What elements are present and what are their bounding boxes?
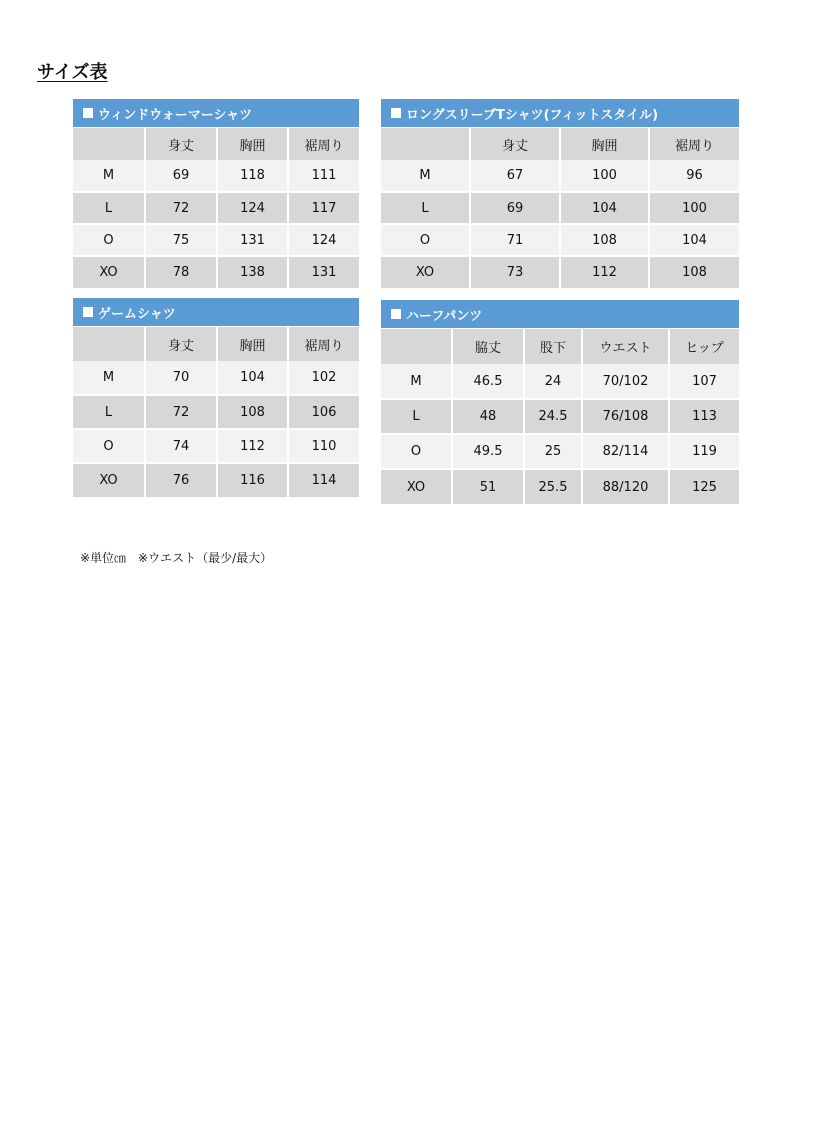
square-bullet-icon xyxy=(391,309,401,319)
size-table-half-pants xyxy=(381,300,739,504)
size-label: XO xyxy=(381,469,452,504)
column-header: 裾周り xyxy=(649,128,739,160)
table-cell: 49.5 xyxy=(452,434,524,469)
column-header: 裾周り xyxy=(288,128,359,160)
table-cell: 24 xyxy=(524,364,582,399)
size-label: L xyxy=(73,395,145,429)
table-cell: 104 xyxy=(560,192,649,224)
column-header: 股下 xyxy=(524,329,582,364)
table-cell: 100 xyxy=(560,160,649,192)
column-header xyxy=(381,128,470,160)
table-header-bar xyxy=(73,99,359,127)
header-row xyxy=(73,128,359,160)
column-header: 胸囲 xyxy=(217,327,288,361)
table-title: ロングスリーブTシャツ(フィットスタイル) xyxy=(406,107,659,123)
table-cell: 107 xyxy=(669,364,739,399)
table-cell: 73 xyxy=(470,256,560,288)
table-row xyxy=(73,395,359,429)
table-cell: 51 xyxy=(452,469,524,504)
table-title: ゲームシャツ xyxy=(98,306,176,322)
column-header: ヒップ xyxy=(669,329,739,364)
table-cell: 100 xyxy=(649,192,739,224)
table-cell: 119 xyxy=(669,434,739,469)
size-label: XO xyxy=(381,256,470,288)
table-row xyxy=(381,256,739,288)
table-cell: 70/102 xyxy=(582,364,669,399)
table-cell: 96 xyxy=(649,160,739,192)
column-header: 胸囲 xyxy=(217,128,288,160)
table-row xyxy=(73,429,359,463)
table-row xyxy=(381,399,739,434)
table-cell: 112 xyxy=(217,429,288,463)
column-header xyxy=(73,128,145,160)
size-table xyxy=(381,329,739,504)
table-cell: 124 xyxy=(217,192,288,224)
size-table xyxy=(73,128,359,288)
table-cell: 88/120 xyxy=(582,469,669,504)
table-cell: 76 xyxy=(145,463,217,497)
size-label: M xyxy=(381,364,452,399)
size-label: O xyxy=(381,434,452,469)
table-cell: 69 xyxy=(145,160,217,192)
size-label: L xyxy=(73,192,145,224)
table-cell: 108 xyxy=(649,256,739,288)
table-row xyxy=(381,434,739,469)
table-cell: 78 xyxy=(145,256,217,288)
table-row xyxy=(381,192,739,224)
table-cell: 138 xyxy=(217,256,288,288)
table-cell: 111 xyxy=(288,160,359,192)
table-header-bar xyxy=(73,298,359,326)
column-header: 身丈 xyxy=(145,327,217,361)
size-label: M xyxy=(381,160,470,192)
table-cell: 131 xyxy=(217,224,288,256)
table-cell: 117 xyxy=(288,192,359,224)
table-cell: 24.5 xyxy=(524,399,582,434)
table-cell: 46.5 xyxy=(452,364,524,399)
table-cell: 67 xyxy=(470,160,560,192)
table-row xyxy=(381,364,739,399)
size-label: L xyxy=(381,192,470,224)
table-cell: 76/108 xyxy=(582,399,669,434)
size-label: O xyxy=(73,429,145,463)
header-row xyxy=(73,327,359,361)
table-cell: 25 xyxy=(524,434,582,469)
size-table xyxy=(381,128,739,288)
table-cell: 48 xyxy=(452,399,524,434)
table-cell: 118 xyxy=(217,160,288,192)
table-cell: 102 xyxy=(288,361,359,395)
table-title: ハーフパンツ xyxy=(406,308,483,324)
table-row xyxy=(73,361,359,395)
size-label: M xyxy=(73,160,145,192)
table-row xyxy=(73,256,359,288)
table-row xyxy=(381,224,739,256)
table-cell: 112 xyxy=(560,256,649,288)
size-label: L xyxy=(381,399,452,434)
size-table-windwarmer-shirt xyxy=(73,99,359,288)
table-cell: 108 xyxy=(217,395,288,429)
table-header-bar xyxy=(381,300,739,328)
table-cell: 108 xyxy=(560,224,649,256)
table-row xyxy=(73,224,359,256)
page-title: サイズ表 xyxy=(37,62,108,83)
table-title: ウィンドウォーマーシャツ xyxy=(98,107,253,123)
table-cell: 104 xyxy=(217,361,288,395)
table-cell: 110 xyxy=(288,429,359,463)
column-header: 身丈 xyxy=(145,128,217,160)
square-bullet-icon xyxy=(391,108,401,118)
table-cell: 125 xyxy=(669,469,739,504)
table-row xyxy=(73,160,359,192)
table-cell: 71 xyxy=(470,224,560,256)
size-label: XO xyxy=(73,463,145,497)
unit-note: ※単位㎝ ※ウエスト（最少/最大） xyxy=(80,551,273,565)
table-cell: 113 xyxy=(669,399,739,434)
size-table-longsleeve-tshirt xyxy=(381,99,739,288)
size-table xyxy=(73,327,359,497)
column-header: 胸囲 xyxy=(560,128,649,160)
column-header: ウエスト xyxy=(582,329,669,364)
column-header: 裾周り xyxy=(288,327,359,361)
column-header: 脇丈 xyxy=(452,329,524,364)
table-cell: 72 xyxy=(145,192,217,224)
table-cell: 116 xyxy=(217,463,288,497)
table-cell: 104 xyxy=(649,224,739,256)
square-bullet-icon xyxy=(83,307,93,317)
header-row xyxy=(381,128,739,160)
column-header xyxy=(73,327,145,361)
table-cell: 106 xyxy=(288,395,359,429)
header-row xyxy=(381,329,739,364)
table-cell: 114 xyxy=(288,463,359,497)
table-cell: 25.5 xyxy=(524,469,582,504)
table-row xyxy=(73,192,359,224)
table-cell: 69 xyxy=(470,192,560,224)
table-cell: 74 xyxy=(145,429,217,463)
table-cell: 75 xyxy=(145,224,217,256)
table-cell: 124 xyxy=(288,224,359,256)
table-cell: 131 xyxy=(288,256,359,288)
table-row xyxy=(381,469,739,504)
size-table-game-shirt xyxy=(73,298,359,497)
table-cell: 82/114 xyxy=(582,434,669,469)
column-header: 身丈 xyxy=(470,128,560,160)
size-label: M xyxy=(73,361,145,395)
table-row xyxy=(381,160,739,192)
square-bullet-icon xyxy=(83,108,93,118)
table-cell: 72 xyxy=(145,395,217,429)
table-cell: 70 xyxy=(145,361,217,395)
table-header-bar xyxy=(381,99,739,127)
size-label: O xyxy=(73,224,145,256)
size-label: XO xyxy=(73,256,145,288)
column-header xyxy=(381,329,452,364)
table-row xyxy=(73,463,359,497)
size-label: O xyxy=(381,224,470,256)
